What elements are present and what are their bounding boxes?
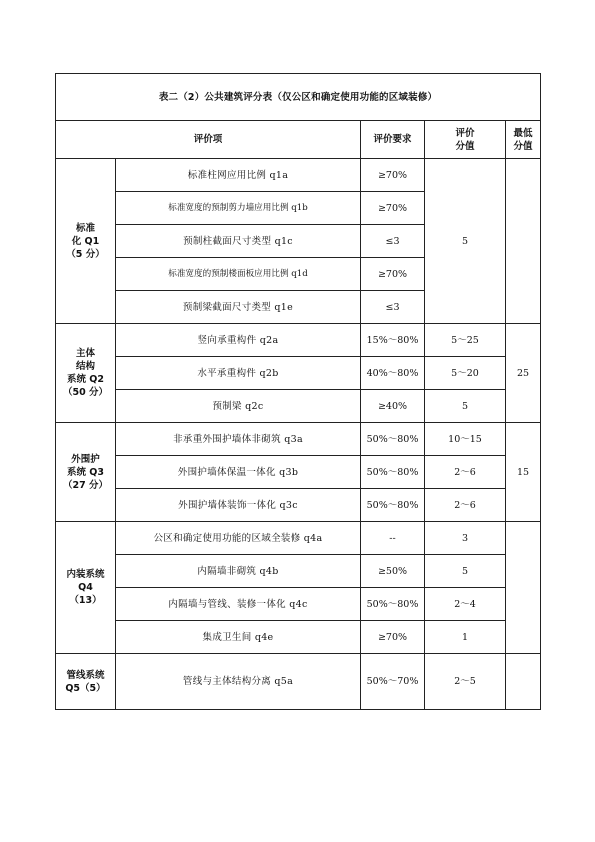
- table-row-item: 外围护墙体装饰一体化 q3c: [116, 489, 361, 522]
- table-row-requirement: ≥70%: [361, 258, 425, 291]
- table-row-item: 预制梁截面尺寸类型 q1e: [116, 291, 361, 324]
- table-row-item: 标准柱网应用比例 q1a: [116, 159, 361, 192]
- table-row-score: 2～6: [425, 489, 506, 522]
- table-row-score: 3: [425, 522, 506, 555]
- table-row-item: 外围护墙体保温一体化 q3b: [116, 456, 361, 489]
- table-row-score: 10～15: [425, 423, 506, 456]
- table-row-requirement: --: [361, 522, 425, 555]
- table-row-score: 5: [425, 555, 506, 588]
- table-title: 表二（2）公共建筑评分表（仅公区和确定使用功能的区域装修）: [56, 74, 541, 121]
- table-row-score: 2～4: [425, 588, 506, 621]
- table-row-requirement: 40%～80%: [361, 357, 425, 390]
- header-requirement: 评价要求: [361, 121, 425, 159]
- table-row-score: 2～6: [425, 456, 506, 489]
- table-row-score: 2～5: [425, 654, 506, 710]
- category-q1-min: [506, 159, 541, 324]
- table-row-item: 标准宽度的预制剪力墙应用比例 q1b: [116, 192, 361, 225]
- table-row-item: 集成卫生间 q4e: [116, 621, 361, 654]
- category-q4: 内装系统 Q4 （13）: [56, 522, 116, 654]
- table-row-score: 5: [425, 390, 506, 423]
- table-row-requirement: ≥70%: [361, 192, 425, 225]
- table-row-score: 5～20: [425, 357, 506, 390]
- table-row-item: 内隔墙与管线、装修一体化 q4c: [116, 588, 361, 621]
- table-row-item: 公区和确定使用功能的区域全装修 q4a: [116, 522, 361, 555]
- table-row-item: 竖向承重构件 q2a: [116, 324, 361, 357]
- table-row-item: 非承重外围护墙体非砌筑 q3a: [116, 423, 361, 456]
- table-row-item: 水平承重构件 q2b: [116, 357, 361, 390]
- score-table: [55, 73, 541, 710]
- table-row-requirement: ≥70%: [361, 621, 425, 654]
- table-row-item: 标准宽度的预制楼面板应用比例 q1d: [116, 258, 361, 291]
- table-row-requirement: 15%～80%: [361, 324, 425, 357]
- header-item: 评价项: [56, 121, 361, 159]
- table-row-requirement: ≥50%: [361, 555, 425, 588]
- header-score: 评价 分值: [425, 121, 506, 159]
- table-row-score: 1: [425, 621, 506, 654]
- table-row-item: 管线与主体结构分离 q5a: [116, 654, 361, 710]
- table-row-requirement: 50%～80%: [361, 489, 425, 522]
- category-q2: 主体 结构 系统 Q2 （50 分）: [56, 324, 116, 423]
- header-min-score: 最低 分值: [506, 121, 541, 159]
- table-row-score: 5～25: [425, 324, 506, 357]
- category-q5: 管线系统 Q5（5）: [56, 654, 116, 710]
- category-q5-min: [506, 654, 541, 710]
- table-row-requirement: ≥70%: [361, 159, 425, 192]
- category-q3: 外围护 系统 Q3 （27 分）: [56, 423, 116, 522]
- table-row-requirement: 50%～80%: [361, 423, 425, 456]
- category-q4-min: [506, 522, 541, 654]
- table-row-requirement: ≥40%: [361, 390, 425, 423]
- table-row-requirement: ≤3: [361, 225, 425, 258]
- table-row-item: 预制梁 q2c: [116, 390, 361, 423]
- table-row-item: 预制柱截面尺寸类型 q1c: [116, 225, 361, 258]
- table-row-requirement: 50%～80%: [361, 588, 425, 621]
- table-row-requirement: 50%～70%: [361, 654, 425, 710]
- category-q1: 标准 化 Q1 （5 分）: [56, 159, 116, 324]
- table-row-requirement: 50%～80%: [361, 456, 425, 489]
- category-q1-score: 5: [425, 159, 506, 324]
- category-q2-min: 25: [506, 324, 541, 423]
- table-row-item: 内隔墙非砌筑 q4b: [116, 555, 361, 588]
- table-row-requirement: ≤3: [361, 291, 425, 324]
- category-q3-min: 15: [506, 423, 541, 522]
